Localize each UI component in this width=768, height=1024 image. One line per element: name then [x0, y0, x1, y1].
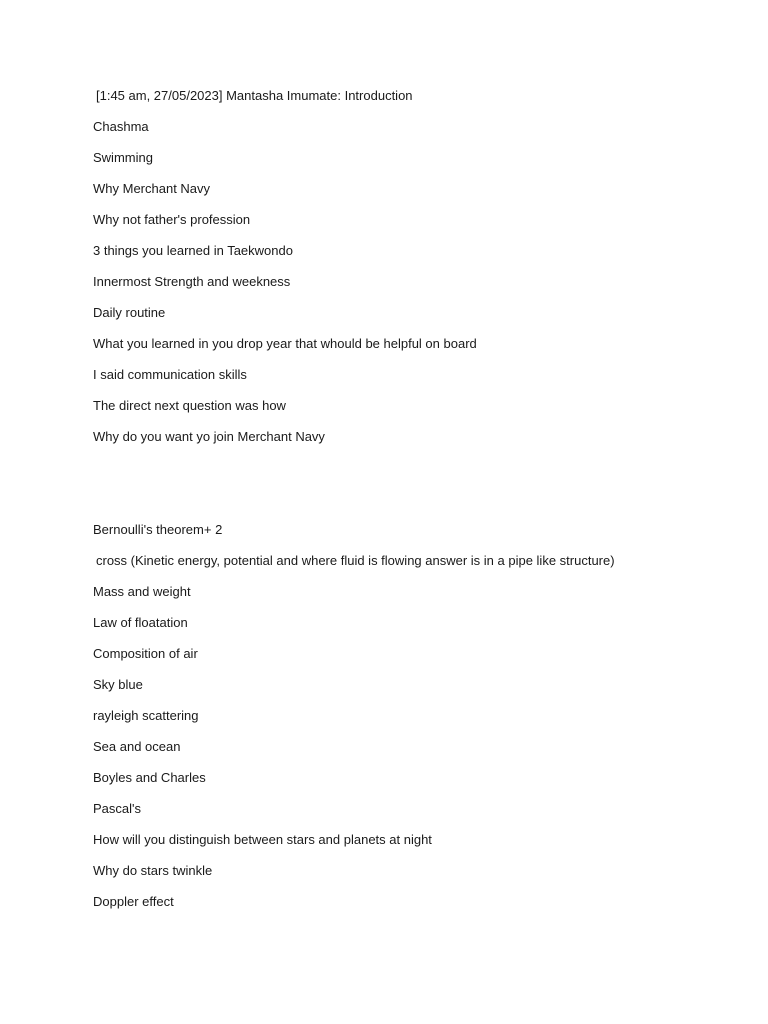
- list-item: rayleigh scattering: [93, 708, 199, 723]
- list-item: Boyles and Charles: [93, 770, 206, 785]
- list-item: Swimming: [93, 150, 153, 165]
- list-item: Doppler effect: [93, 894, 174, 909]
- list-item: cross (Kinetic energy, potential and where fluid is flowing answer is in a pipe like structure): [96, 553, 615, 568]
- section-spacer: [93, 458, 733, 520]
- list-item: Innermost Strength and weekness: [93, 274, 291, 289]
- list-item: Sky blue: [93, 677, 143, 692]
- list-item: 3 things you learned in Taekwondo: [93, 243, 293, 258]
- notes-text: [93, 86, 733, 923]
- list-item: Why Merchant Navy: [93, 181, 211, 196]
- list-item: Composition of air: [93, 646, 198, 661]
- list-item: Why do you want yo join Merchant Navy: [93, 429, 325, 444]
- list-item: What you learned in you drop year that whould be helpful on board: [93, 336, 477, 351]
- list-item: Law of floatation: [93, 615, 188, 630]
- list-item: Bernoulli's theorem+ 2: [93, 522, 223, 537]
- list-item: I said communication skills: [93, 367, 247, 382]
- list-item: Daily routine: [93, 305, 166, 320]
- list-item: Mass and weight: [93, 584, 191, 599]
- list-item: The direct next question was how: [93, 398, 286, 413]
- list-item: Chashma: [93, 119, 149, 134]
- list-item: Pascal's: [93, 801, 142, 816]
- list-item: Sea and ocean: [93, 739, 181, 754]
- list-item: Why not father's profession: [93, 212, 251, 227]
- notes-header: [1:45 am, 27/05/2023] Mantasha Imumate: Introduction: [96, 88, 413, 103]
- list-item: Why do stars twinkle: [93, 863, 213, 878]
- list-item: How will you distinguish between stars and planets at night: [93, 832, 432, 847]
